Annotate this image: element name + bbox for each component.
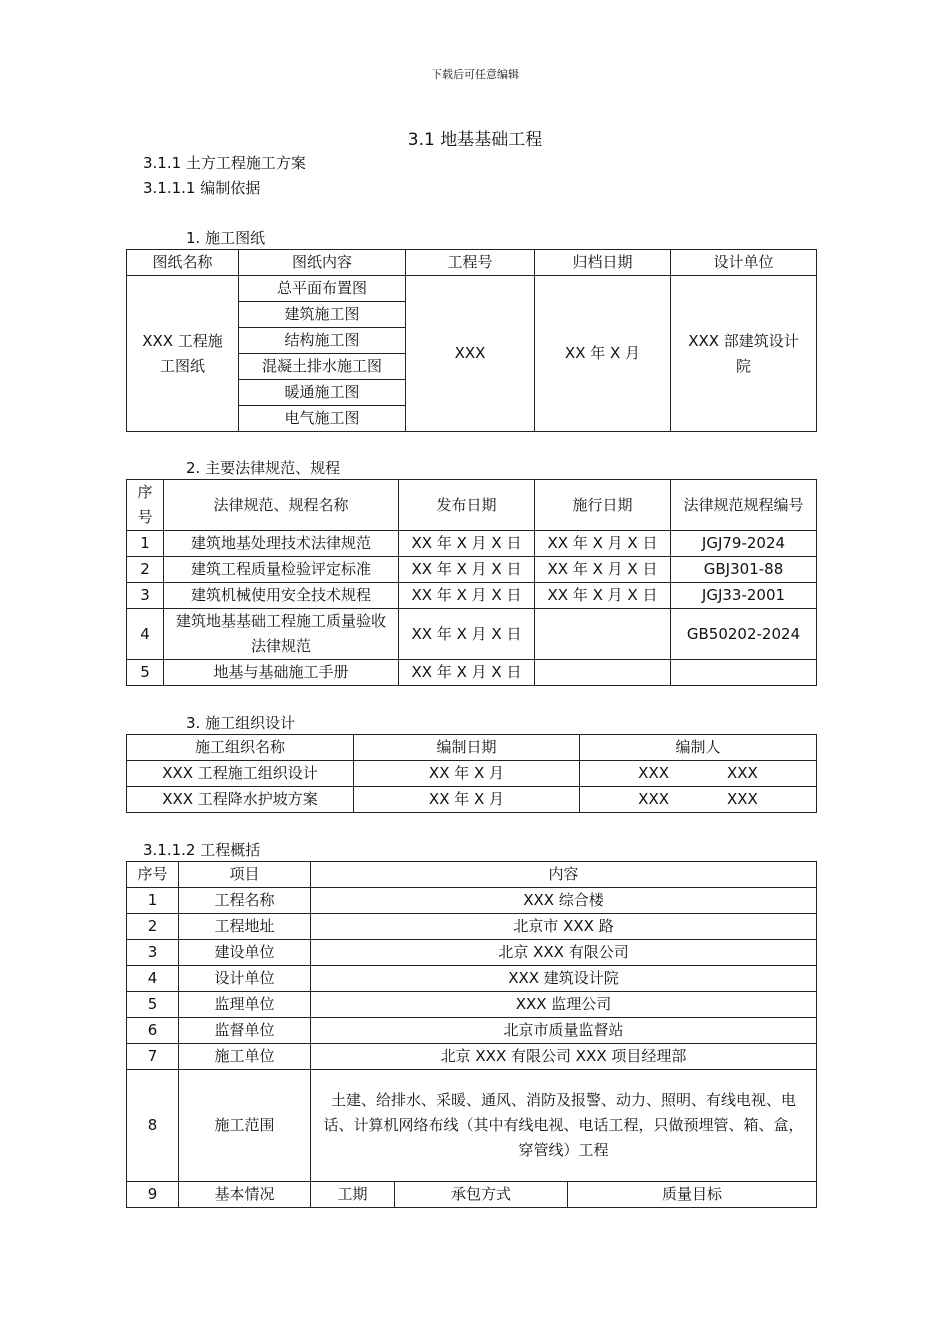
cell-duration: 工期 bbox=[311, 1182, 395, 1208]
subsection-heading: 3.1.1.1 编制依据 bbox=[143, 179, 261, 197]
table-row bbox=[127, 914, 817, 940]
drawing-name-cell: XXX 工程施工图纸 bbox=[127, 276, 239, 432]
cell-no: 2 bbox=[127, 914, 179, 940]
org-design-table bbox=[126, 734, 817, 813]
drawing-content-cell: 混凝土排水施工图 bbox=[239, 354, 406, 380]
table-row bbox=[127, 276, 817, 302]
archive-date-cell: XX 年 X 月 bbox=[535, 276, 671, 432]
cell-no: 8 bbox=[127, 1070, 179, 1182]
page-title: 3.1 地基基础工程 bbox=[407, 130, 543, 150]
cell-effective-date: XX 年 X 月 X 日 bbox=[535, 557, 671, 583]
table-row bbox=[127, 1182, 817, 1208]
overview-heading: 3.1.1.2 工程概括 bbox=[143, 841, 261, 859]
design-unit-cell: XXX 部建筑设计院 bbox=[671, 276, 817, 432]
cell-date: XX 年 X 月 bbox=[354, 761, 580, 787]
laws-table bbox=[126, 479, 817, 686]
cell-code: JGJ79-2024 bbox=[671, 531, 817, 557]
header-cell: 施行日期 bbox=[535, 480, 671, 531]
drawing-content-cell: 电气施工图 bbox=[239, 406, 406, 432]
cell-publish-date: XX 年 X 月 X 日 bbox=[399, 660, 535, 686]
table-row bbox=[127, 992, 817, 1018]
cell-item: 监督单位 bbox=[179, 1018, 311, 1044]
cell-no: 9 bbox=[127, 1182, 179, 1208]
cell-item: 监理单位 bbox=[179, 992, 311, 1018]
table-row bbox=[127, 888, 817, 914]
cell-item: 工程名称 bbox=[179, 888, 311, 914]
table-row bbox=[127, 1018, 817, 1044]
cell-no: 5 bbox=[127, 660, 164, 686]
cell-no: 2 bbox=[127, 557, 164, 583]
header-cell: 图纸名称 bbox=[127, 250, 239, 276]
cell-code: GB50202-2024 bbox=[671, 609, 817, 660]
cell-publish-date: XX 年 X 月 X 日 bbox=[399, 531, 535, 557]
cell-content: 北京市质量监督站 bbox=[311, 1018, 817, 1044]
header-cell: 序号 bbox=[127, 480, 164, 531]
header-cell: 工程号 bbox=[406, 250, 535, 276]
header-cell: 设计单位 bbox=[671, 250, 817, 276]
author-2: XXX bbox=[727, 790, 758, 808]
drawing-content-cell: 总平面布置图 bbox=[239, 276, 406, 302]
cell-no: 7 bbox=[127, 1044, 179, 1070]
table-header-row bbox=[127, 735, 817, 761]
cell-publish-date: XX 年 X 月 X 日 bbox=[399, 609, 535, 660]
header-cell: 图纸内容 bbox=[239, 250, 406, 276]
laws-heading: 2. 主要法律规范、规程 bbox=[186, 459, 341, 477]
cell-plan-name: XXX 工程施工组织设计 bbox=[127, 761, 354, 787]
cell-content: XXX 监理公司 bbox=[311, 992, 817, 1018]
cell-no: 1 bbox=[127, 888, 179, 914]
cell-publish-date: XX 年 X 月 X 日 bbox=[399, 557, 535, 583]
cell-name: 建筑机械使用安全技术规程 bbox=[164, 583, 399, 609]
cell-plan-name: XXX 工程降水护坡方案 bbox=[127, 787, 354, 813]
header-note: 下载后可任意编辑 bbox=[431, 68, 519, 81]
header-cell: 内容 bbox=[311, 862, 817, 888]
table-row bbox=[127, 583, 817, 609]
cell-quality-goal: 质量目标 bbox=[568, 1182, 817, 1208]
header-cell: 法律规范、规程名称 bbox=[164, 480, 399, 531]
section-heading: 3.1.1 土方工程施工方案 bbox=[143, 154, 306, 172]
cell-content: XXX 建筑设计院 bbox=[311, 966, 817, 992]
header-cell: 发布日期 bbox=[399, 480, 535, 531]
cell-content: 北京市 XXX 路 bbox=[311, 914, 817, 940]
cell-effective-date bbox=[535, 660, 671, 686]
table-row bbox=[127, 1044, 817, 1070]
table-row bbox=[127, 940, 817, 966]
cell-no: 3 bbox=[127, 940, 179, 966]
cell-effective-date: XX 年 X 月 X 日 bbox=[535, 583, 671, 609]
cell-no: 4 bbox=[127, 609, 164, 660]
drawing-content-cell: 建筑施工图 bbox=[239, 302, 406, 328]
cell-item: 设计单位 bbox=[179, 966, 311, 992]
table-row bbox=[127, 1070, 817, 1182]
cell-code: GBJ301-88 bbox=[671, 557, 817, 583]
header-cell: 施工组织名称 bbox=[127, 735, 354, 761]
cell-content: 土建、给排水、采暖、通风、消防及报警、动力、照明、有线电视、电话、计算机网络布线（其中有线电视、电话工程，只做预埋管、箱、盒，穿管线）工程 bbox=[311, 1070, 817, 1182]
drawings-heading: 1. 施工图纸 bbox=[186, 229, 266, 247]
cell-no: 6 bbox=[127, 1018, 179, 1044]
cell-date: XX 年 X 月 bbox=[354, 787, 580, 813]
author-2: XXX bbox=[727, 764, 758, 782]
cell-name: 建筑地基处理技术法律规范 bbox=[164, 531, 399, 557]
cell-code: JGJ33-2001 bbox=[671, 583, 817, 609]
cell-author bbox=[580, 761, 817, 787]
cell-content: 北京 XXX 有限公司 XXX 项目经理部 bbox=[311, 1044, 817, 1070]
overview-table bbox=[126, 861, 817, 1208]
drawings-table bbox=[126, 249, 817, 432]
cell-name: 地基与基础施工手册 bbox=[164, 660, 399, 686]
cell-no: 3 bbox=[127, 583, 164, 609]
header-cell: 法律规范规程编号 bbox=[671, 480, 817, 531]
header-cell: 编制人 bbox=[580, 735, 817, 761]
cell-item: 施工范围 bbox=[179, 1070, 311, 1182]
cell-name: 建筑工程质量检验评定标准 bbox=[164, 557, 399, 583]
author-1: XXX bbox=[638, 764, 669, 782]
org-design-heading: 3. 施工组织设计 bbox=[186, 714, 296, 732]
table-row bbox=[127, 761, 817, 787]
cell-contract-mode: 承包方式 bbox=[395, 1182, 568, 1208]
cell-item: 建设单位 bbox=[179, 940, 311, 966]
project-no-cell: XXX bbox=[406, 276, 535, 432]
table-row bbox=[127, 966, 817, 992]
table-row bbox=[127, 660, 817, 686]
cell-publish-date: XX 年 X 月 X 日 bbox=[399, 583, 535, 609]
table-header-row bbox=[127, 862, 817, 888]
table-row bbox=[127, 557, 817, 583]
cell-no: 4 bbox=[127, 966, 179, 992]
header-cell: 归档日期 bbox=[535, 250, 671, 276]
header-cell: 序号 bbox=[127, 862, 179, 888]
cell-effective-date bbox=[535, 609, 671, 660]
drawing-content-cell: 结构施工图 bbox=[239, 328, 406, 354]
cell-effective-date: XX 年 X 月 X 日 bbox=[535, 531, 671, 557]
cell-content: XXX 综合楼 bbox=[311, 888, 817, 914]
cell-author bbox=[580, 787, 817, 813]
cell-code bbox=[671, 660, 817, 686]
table-row bbox=[127, 787, 817, 813]
header-cell: 编制日期 bbox=[354, 735, 580, 761]
table-header-row bbox=[127, 250, 817, 276]
header-cell: 项目 bbox=[179, 862, 311, 888]
author-1: XXX bbox=[638, 790, 669, 808]
cell-item: 工程地址 bbox=[179, 914, 311, 940]
table-row bbox=[127, 531, 817, 557]
cell-name: 建筑地基基础工程施工质量验收法律规范 bbox=[164, 609, 399, 660]
cell-no: 1 bbox=[127, 531, 164, 557]
drawing-content-cell: 暖通施工图 bbox=[239, 380, 406, 406]
cell-no: 5 bbox=[127, 992, 179, 1018]
cell-content: 北京 XXX 有限公司 bbox=[311, 940, 817, 966]
table-row bbox=[127, 609, 817, 660]
cell-item: 施工单位 bbox=[179, 1044, 311, 1070]
table-header-row bbox=[127, 480, 817, 531]
cell-item: 基本情况 bbox=[179, 1182, 311, 1208]
